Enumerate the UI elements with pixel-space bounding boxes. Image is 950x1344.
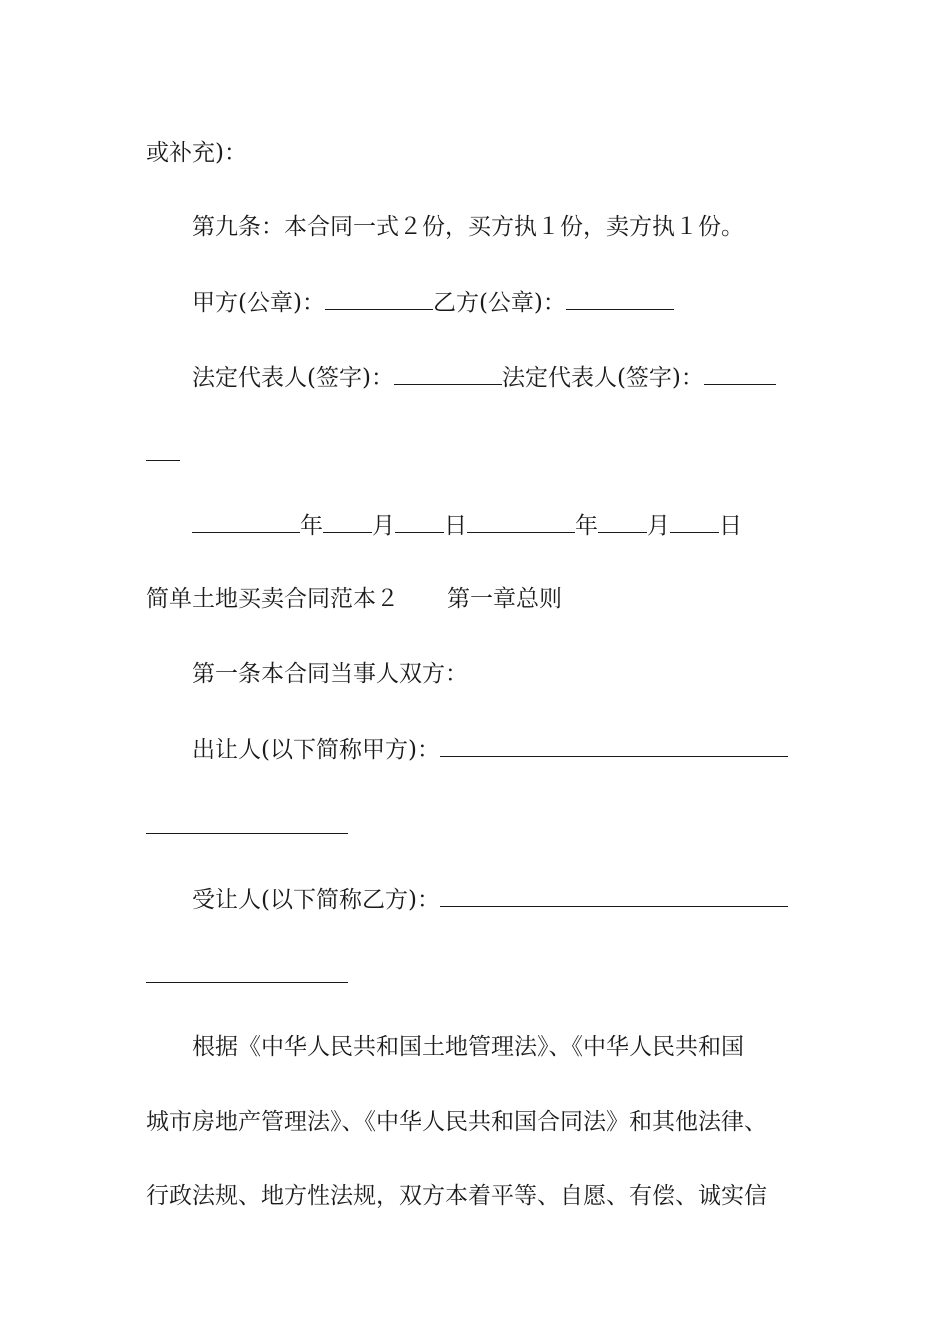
rep-b-blank-continued xyxy=(146,459,180,461)
transferor-row xyxy=(192,734,788,765)
rep-a-blank xyxy=(394,362,502,385)
text-line: 或补充)： xyxy=(146,140,247,166)
year-b-blank xyxy=(467,510,575,533)
signature-seal-row xyxy=(192,287,674,318)
chapter-heading: 第一章总则 xyxy=(447,586,562,612)
party-a-seal-label: 甲方(公章)： xyxy=(192,290,325,316)
year-a-blank xyxy=(192,510,300,533)
party-b-seal-blank xyxy=(566,287,674,310)
transferor-blank xyxy=(440,734,788,757)
transferor-label: 出让人(以下简称甲方)： xyxy=(192,737,440,763)
rep-b-label: 法定代表人(签字)： xyxy=(501,365,704,391)
representative-row xyxy=(192,362,776,393)
paragraph-line: 行政法规、地方性法规，双方本着平等、自愿、有偿、诚实信 xyxy=(146,1183,767,1209)
transferee-blank xyxy=(440,884,788,907)
month-a-blank xyxy=(323,510,372,533)
month-a-label: 月 xyxy=(372,513,395,539)
heading-row xyxy=(146,584,562,614)
article-1: 第一条本合同当事人双方： xyxy=(192,661,468,687)
day-a-label: 日 xyxy=(444,513,467,539)
article-9: 第九条：本合同一式２份，买方执１份，卖方执１份。 xyxy=(192,214,744,240)
day-b-label: 日 xyxy=(719,513,742,539)
day-b-blank xyxy=(670,510,719,533)
year-b-label: 年 xyxy=(575,513,598,539)
paragraph-line: 城市房地产管理法》、《中华人民共和国合同法》和其他法律、 xyxy=(146,1109,767,1135)
transferee-row xyxy=(192,884,788,915)
party-a-seal-blank xyxy=(325,287,433,310)
paragraph-line: 根据《中华人民共和国土地管理法》、《中华人民共和国 xyxy=(192,1034,744,1060)
month-b-blank xyxy=(598,510,647,533)
month-b-label: 月 xyxy=(647,513,670,539)
transferee-label: 受让人(以下简称乙方)： xyxy=(192,887,440,913)
year-a-label: 年 xyxy=(300,513,323,539)
party-b-seal-label: 乙方(公章)： xyxy=(432,290,566,316)
transferor-blank-continued xyxy=(146,832,348,834)
day-a-blank xyxy=(395,510,444,533)
date-row xyxy=(192,510,742,541)
transferee-blank-continued xyxy=(146,981,348,983)
rep-a-label: 法定代表人(签字)： xyxy=(192,365,394,391)
rep-b-blank xyxy=(704,362,776,385)
document-title: 简单土地买卖合同范本２ xyxy=(146,586,399,612)
